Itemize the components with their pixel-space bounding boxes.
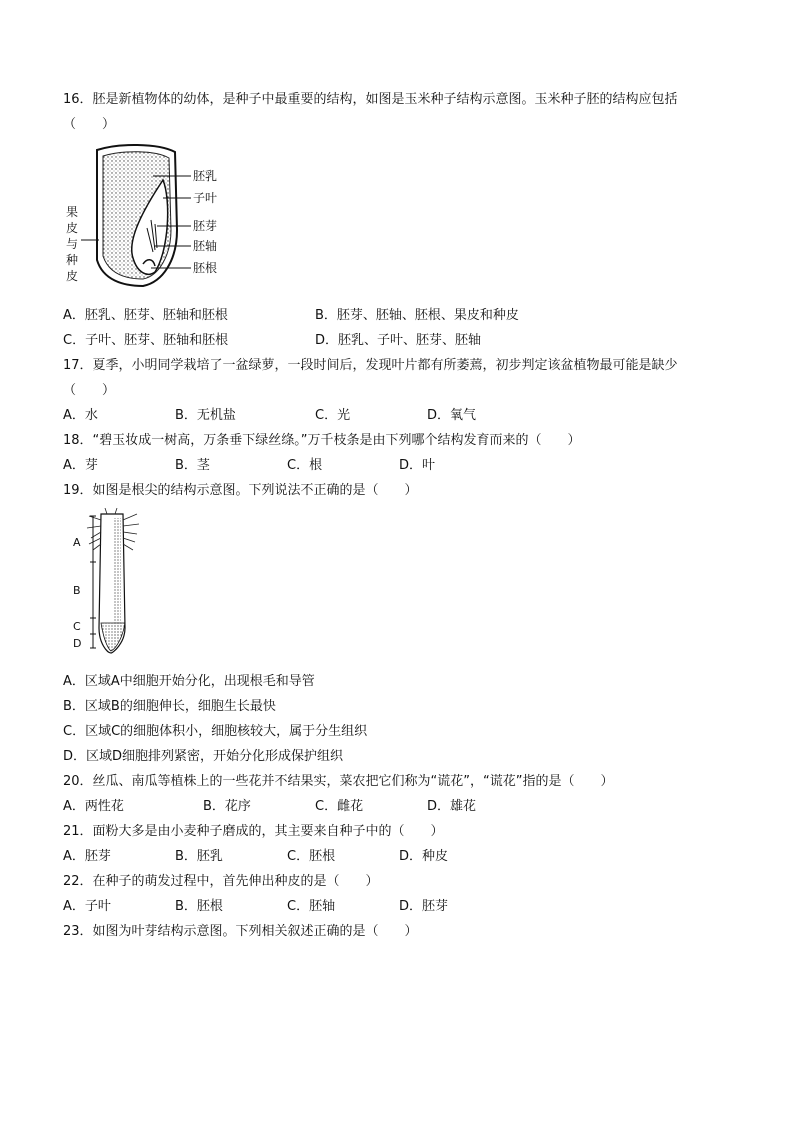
q21-option-a[interactable]: A．胚芽	[63, 849, 111, 864]
q20-option-d[interactable]: D．雄花	[427, 799, 477, 814]
label-hypocotyl: 胚轴	[193, 239, 218, 253]
q21-option-d[interactable]: D．种皮	[399, 849, 449, 864]
q19-option-a[interactable]: A．区域A中细胞开始分化，出现根毛和导管	[63, 674, 315, 689]
q17-option-b[interactable]: B．无机盐	[175, 408, 236, 423]
q22-option-b[interactable]: B．胚根	[175, 899, 223, 914]
q19-stem: 19．如图是根尖的结构示意图。下列说法不正确的是（ ）	[63, 483, 418, 498]
q21-option-c[interactable]: C．胚根	[287, 849, 336, 864]
side-label-5: 皮	[66, 269, 79, 283]
q16-stem: 16．胚是新植物体的幼体，是种子中最重要的结构，如图是玉米种子结构示意图。玉米种子胚的结构应包括	[63, 92, 678, 107]
q23-stem: 23．如图为叶芽结构示意图。下列相关叙述正确的是（ ）	[63, 924, 418, 939]
q19-option-d[interactable]: D．区域D细胞排列紧密，开始分化形成保护组织	[63, 749, 344, 764]
label-plumule: 胚芽	[193, 219, 218, 233]
q16-option-b[interactable]: B．胚芽、胚轴、胚根、果皮和种皮	[315, 308, 519, 323]
q17-paren: （ ）	[63, 383, 116, 398]
root-tip-diagram	[63, 508, 163, 658]
q18-option-d[interactable]: D．叶	[399, 458, 436, 473]
q18-option-a[interactable]: A．芽	[63, 458, 98, 473]
q21-option-b[interactable]: B．胚乳	[175, 849, 223, 864]
side-label-2: 皮	[66, 221, 79, 235]
q22-option-c[interactable]: C．胚轴	[287, 899, 336, 914]
side-label-1: 果	[66, 205, 79, 219]
side-label-4: 种	[66, 253, 79, 267]
label-radicle: 胚根	[193, 261, 218, 275]
label-c: C	[73, 620, 81, 633]
label-a: A	[73, 536, 81, 549]
q16-option-c[interactable]: C．子叶、胚芽、胚轴和胚根	[63, 333, 229, 348]
q16-paren: （ ）	[63, 117, 116, 132]
side-label-3: 与	[66, 237, 79, 251]
q17-option-c[interactable]: C．光	[315, 408, 351, 423]
label-cotyledon: 子叶	[193, 191, 218, 205]
corn-seed-diagram	[63, 140, 233, 295]
q19-option-b[interactable]: B．区域B的细胞伸长，细胞生长最快	[63, 699, 276, 714]
q18-option-b[interactable]: B．茎	[175, 458, 210, 473]
q21-stem: 21．面粉大多是由小麦种子磨成的，其主要来自种子中的（ ）	[63, 824, 444, 839]
q20-stem: 20．丝瓜、南瓜等植株上的一些花并不结果实，菜农把它们称为“谎花”，“谎花”指的是（ ）	[63, 774, 614, 789]
label-b: B	[73, 584, 81, 597]
q17-stem: 17．夏季，小明同学栽培了一盆绿萝，一段时间后，发现叶片都有所萎蔫，初步判定该盆植物最可能是缺少	[63, 358, 678, 373]
q22-option-d[interactable]: D．胚芽	[399, 899, 449, 914]
q20-option-c[interactable]: C．雌花	[315, 799, 364, 814]
q17-option-a[interactable]: A．水	[63, 408, 98, 423]
q19-option-c[interactable]: C．区域C的细胞体积小，细胞核较大，属于分生组织	[63, 724, 368, 739]
q22-option-a[interactable]: A．子叶	[63, 899, 111, 914]
q16-option-d[interactable]: D．胚乳、子叶、胚芽、胚轴	[315, 333, 482, 348]
q20-option-a[interactable]: A．两性花	[63, 799, 124, 814]
q17-option-d[interactable]: D．氧气	[427, 408, 477, 423]
q22-stem: 22．在种子的萌发过程中，首先伸出种皮的是（ ）	[63, 874, 379, 889]
label-d: D	[73, 637, 82, 650]
q18-option-c[interactable]: C．根	[287, 458, 323, 473]
label-endosperm: 胚乳	[193, 169, 218, 183]
q18-stem: 18．“碧玉妆成一树高，万条垂下绿丝绦。”万千枝条是由下列哪个结构发育而来的（ ）	[63, 433, 581, 448]
q16-option-a[interactable]: A．胚乳、胚芽、胚轴和胚根	[63, 308, 228, 323]
q20-option-b[interactable]: B．花序	[203, 799, 251, 814]
